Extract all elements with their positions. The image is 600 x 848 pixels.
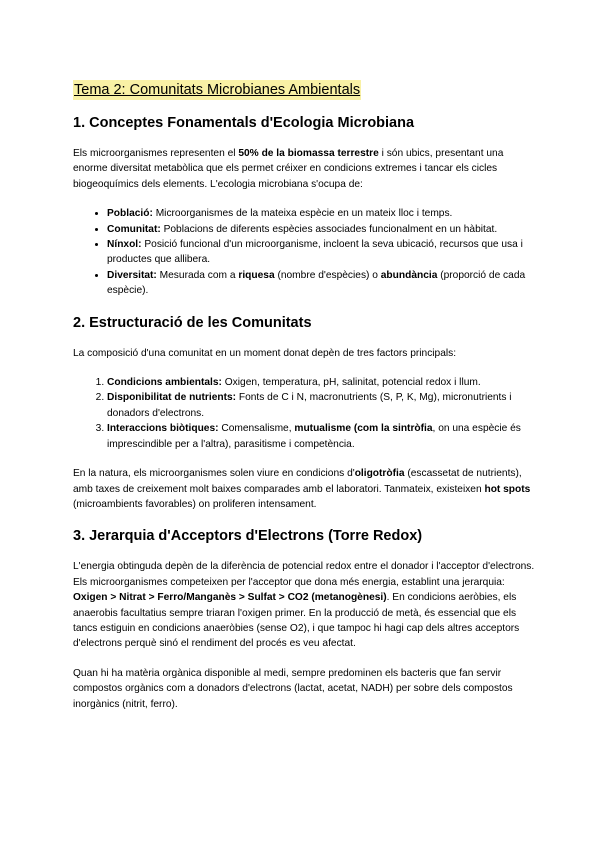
section2-paragraph: En la natura, els microorganismes solen viure en condicions d'oligotròfia (escassetat de nutrients), amb taxes de creixement molt baixes comparades amb el laboratori. Tanmateix, existeixen hot spots (microambients favorables) on proliferen intensament. (73, 468, 531, 510)
document-content (73, 80, 535, 726)
section3-paragraph-2: Quan hi ha matèria orgànica disponible al medi, sempre predominen els bacteris que fan servir compostos orgànics com a donadors d'electrons (lactat, acetat, NADH) per sobre dels compostos inorgànics (nitrit, ferro). (73, 667, 513, 710)
section2-heading: 2. Estructuració de les Comunitats (73, 314, 312, 331)
section3-heading: 3. Jerarquia d'Acceptors d'Electrons (Torre Redox) (73, 528, 423, 545)
section1-heading: 1. Conceptes Fonamentals d'Ecologia Microbiana (73, 115, 415, 131)
list-item-nutrients: 2. Disponibilitat de nutrients: Fonts de C i N, macronutrients (S, P, K, Mg), micronutrients i donadors d'electrons. (107, 390, 535, 421)
section1-list (73, 206, 535, 298)
section2-list (73, 375, 535, 452)
list-item-interaccions: 3. Interaccions biòtiques: Comensalisme, mutualisme (com la sintròfia, on una espècie és imprescindible per a l'altra), parasitisme i competència. (107, 421, 535, 452)
list-item-ninxol: • Nínxol: Posició funcional d'un microorganisme, incloent la seva ubicació, recursos que usa i productes que allibera. (107, 237, 535, 268)
list-item-condicions: 1. Condicions ambientals: Oxigen, temperatura, pH, salinitat, potencial redox i llum. (107, 375, 535, 390)
list-item-diversitat: • Diversitat: Mesurada com a riquesa (nombre d'espècies) o abundància (proporció de cada espècie). (107, 268, 535, 299)
list-item-comunitat: • Comunitat: Poblacions de diferents espècies associades funcionalment en un hàbitat. (107, 222, 535, 237)
section1-intro: Els microorganismes representen el 50% de la biomassa terrestre i són ubics, presentant una enorme diversitat metabòlica que els permet créixer en condicions extremes i tancar els cicles biogeoquímics dels elements. L'ecologia microbiana s'ocupa de: (73, 148, 504, 190)
doc-title: Tema 2: Comunitats Microbianes Ambientals (74, 82, 361, 98)
list-item-poblacio: • Població: Microorganismes de la mateixa espècie en un mateix lloc i temps. (107, 206, 535, 221)
section2-intro: La composició d'una comunitat en un moment donat depèn de tres factors principals: (73, 347, 457, 359)
section3-paragraph-1: L'energia obtinguda depèn de la diferència de potencial redox entre el donador i l'acceptor d'electrons. Els microorganismes competeixen per l'acceptor que dona més energia, establint una jerarquia: Oxigen > Nitrat > Ferro/Manganès > Sulfat > CO2 (metanogènesi). En condicions aeròbies, els anaerobis facultatius sempre triaran l'oxigen primer. En la producció de metà, és essencial que els tancs estiguin en condicions anaeròbies (sense O2), i que tampoc hi hagi cap dels altres acceptors d'electrons perquè sinó el rendiment del procés es veu afectat. (73, 561, 535, 650)
